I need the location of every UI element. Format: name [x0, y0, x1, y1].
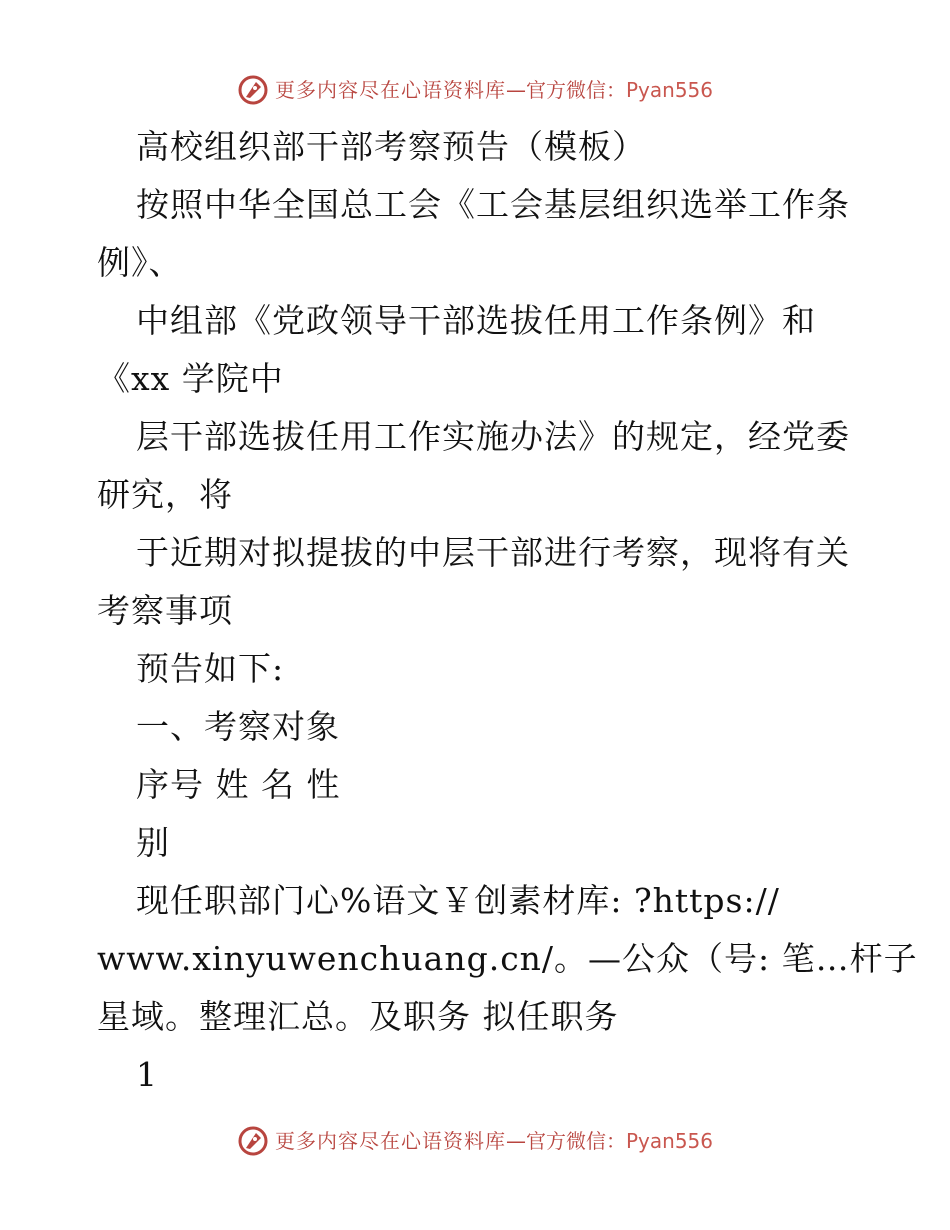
banner-main-text: 更多内容尽在心语资料库: [274, 1129, 506, 1153]
document-title: 高校组织部干部考察预告（模板）: [136, 127, 646, 166]
banner-separator: —: [505, 78, 526, 102]
paragraph-line: 例》、: [97, 243, 183, 282]
paragraph-line: www.xinyuwenchuang.cn/。—公众（号: 笔…杆子: [97, 939, 918, 978]
paragraph-line: 按照中华全国总工会《工会基层组织选举工作条: [136, 185, 850, 224]
paragraph-line: 层干部选拔任用工作实施办法》的规定，经党委: [136, 417, 850, 456]
paragraph-line: 星域。整理汇总。及职务 拟任职务: [97, 997, 619, 1036]
banner-contact-id: Pyan556: [625, 1129, 713, 1153]
table-row-number: 1: [136, 1055, 158, 1094]
paragraph-line: 预告如下:: [136, 649, 285, 688]
paragraph-line: 研究，将: [97, 475, 233, 514]
paragraph-line: 中组部《党政领导干部选拔任用工作条例》和: [136, 301, 816, 340]
paragraph-line: 于近期对拟提拔的中层干部进行考察，现将有关: [136, 533, 850, 572]
banner-separator: —: [505, 1129, 526, 1153]
banner-main-text: 更多内容尽在心语资料库: [274, 78, 506, 102]
paragraph-line: 现任职部门心%语文￥创素材库: ?https://: [136, 881, 780, 920]
pen-nib-logo-icon: [237, 1125, 269, 1157]
paragraph-line: 考察事项: [97, 591, 233, 630]
page-header-banner: [0, 74, 950, 106]
table-header-line: 序号 姓 名 性: [136, 765, 341, 804]
page-footer-banner: [0, 1125, 950, 1157]
banner-contact-label: 官方微信：: [525, 78, 626, 102]
section-heading: 一、考察对象: [136, 707, 340, 746]
table-header-line: 别: [136, 823, 170, 862]
banner-contact-label: 官方微信：: [525, 1129, 626, 1153]
pen-nib-logo-icon: [237, 74, 269, 106]
banner-contact-id: Pyan556: [625, 78, 713, 102]
paragraph-line: 《xx 学院中: [97, 359, 284, 398]
